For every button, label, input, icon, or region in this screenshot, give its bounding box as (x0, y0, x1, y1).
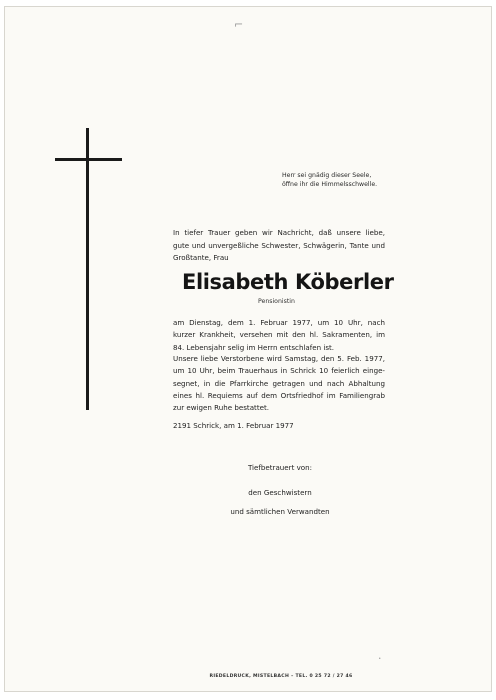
death-paragraph (173, 317, 385, 354)
deceased-occupation: Pensionistin (258, 298, 295, 305)
funeral-line-5: zur ewigen Ruhe bestattet. (173, 403, 270, 413)
intro-paragraph (173, 227, 385, 265)
verse-line-2: öffne ihr die Himmelsschwelle. (282, 181, 378, 188)
verse-line-1: Herr sei gnädig dieser Seele, (282, 172, 372, 179)
pencil-mark-top: ⌐ (234, 18, 244, 31)
funeral-paragraph (173, 353, 385, 414)
death-line-1: am Dienstag, dem 1. Februar 1977, um 10 Uhr, nach (173, 318, 385, 327)
cross-icon-horizontal (55, 158, 122, 161)
funeral-line-3: segnet, in die Pfarrkirche getragen und nach Abhaltung (173, 378, 385, 388)
pencil-mark-bottom: · (378, 652, 382, 665)
death-line-3: 84. Lebensjahr selig im Herrn entschlafen ist. (173, 342, 335, 352)
funeral-line-2: um 10 Uhr, beim Trauerhaus in Schrick 10 feierlich einge- (173, 366, 385, 376)
place-and-date: 2191 Schrick, am 1. Februar 1977 (173, 421, 294, 430)
funeral-line-4: eines hl. Requiems auf dem Ortsfriedhof im Familiengrab (173, 390, 385, 400)
mourners-siblings: den Geschwistern (248, 488, 312, 497)
funeral-line-1: Unsere liebe Verstorbene wird Samstag, den 5. Feb. 1977, (173, 354, 385, 363)
deceased-name: Elisabeth Köberler (182, 270, 394, 294)
death-line-2: kurzer Krankheit, versehen mit den hl. Sakramenten, im (173, 330, 385, 340)
intro-line-2: gute und unvergeßliche Schwester, Schwägerin, Tante und (173, 240, 385, 250)
intro-line-1: In tiefer Trauer geben wir Nachricht, daß unsere liebe, (173, 228, 385, 237)
printer-imprint: RIEDELDRUCK, MISTELBACH – TEL. 0 25 72 / 27 46 (209, 674, 353, 679)
cross-icon-vertical (86, 128, 89, 410)
mourners-relatives: und sämtlichen Verwandten (230, 507, 330, 516)
intro-line-3: Großtante, Frau (173, 253, 229, 262)
bible-verse (282, 171, 377, 189)
mourners-title: Tiefbetrauert von: (247, 463, 313, 472)
